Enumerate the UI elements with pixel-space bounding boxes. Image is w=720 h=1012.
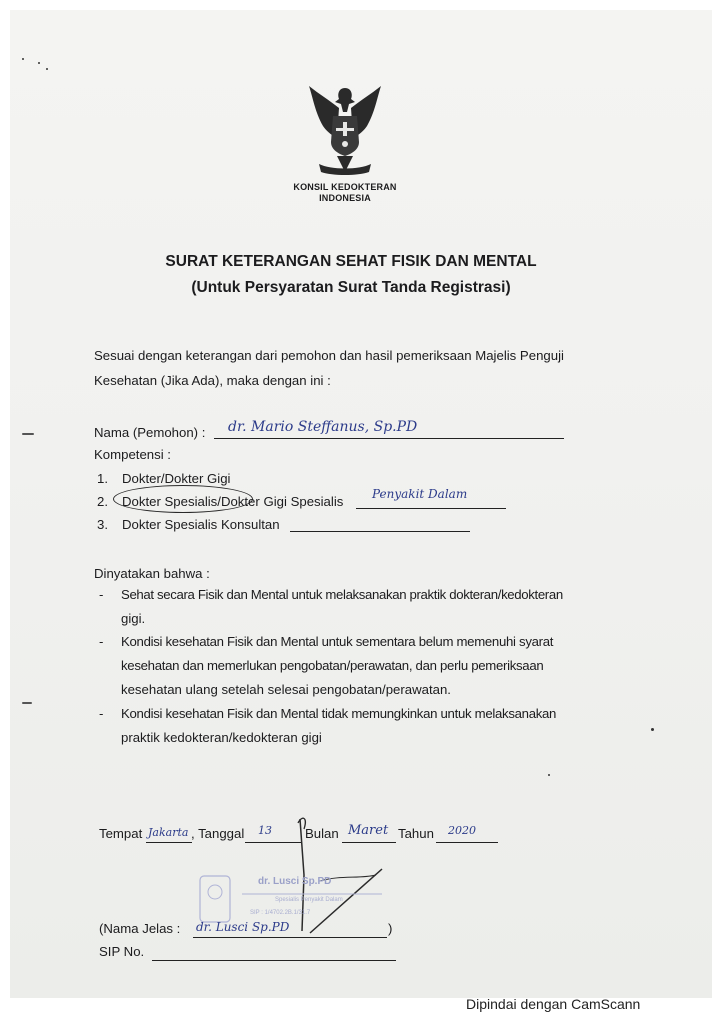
- garuda-emblem-icon: [305, 82, 385, 180]
- bulan-label: Bulan: [305, 826, 339, 841]
- applicant-value: dr. Mario Steffanus, Sp.PD: [228, 419, 418, 435]
- org-name-line2: INDONESIA: [319, 193, 371, 203]
- competence-3-underline: [290, 531, 470, 532]
- applicant-underline: [214, 438, 564, 439]
- scan-speck: [38, 62, 40, 64]
- competence-2-text: Dokter Spesialis/Dokter Gigi Spesialis: [122, 494, 344, 509]
- bullet-3-mark: -: [99, 706, 104, 721]
- scan-speck: [46, 68, 48, 70]
- tempat-value: Jakarta: [148, 826, 189, 839]
- bullet-3-line-1: Kondisi kesehatan Fisik dan Mental tidak memungkinkan untuk melaksanakan: [121, 706, 557, 721]
- tahun-label: Tahun: [398, 826, 434, 841]
- bullet-1-mark: -: [99, 587, 104, 602]
- statement-label: Dinyatakan bahwa :: [94, 566, 210, 581]
- bullet-2-mark: -: [99, 634, 104, 649]
- scan-speck: [22, 433, 34, 435]
- intro-line-1: Sesuai dengan keterangan dari pemohon dan hasil pemeriksaan Majelis Penguji: [94, 348, 564, 363]
- bullet-1-line-1: Sehat secara Fisik dan Mental untuk melaksanakan praktik dokteran/kedokteran: [121, 587, 563, 602]
- bullet-2-line-1: Kondisi kesehatan Fisik dan Mental untuk sementara belum memenuhi syarat: [121, 634, 554, 649]
- tahun-value: 2020: [448, 824, 476, 837]
- competence-2-num: 2.: [97, 494, 108, 509]
- name-label: (Nama Jelas :: [99, 921, 181, 936]
- document-title: SURAT KETERANGAN SEHAT FISIK DAN MENTAL: [165, 253, 537, 270]
- name-value: dr. Lusci Sp.PD: [196, 920, 290, 934]
- applicant-label: Nama (Pemohon) :: [94, 425, 206, 440]
- bullet-1-line-2: gigi.: [121, 611, 146, 626]
- bullet-2-line-3: kesehatan ulang setelah selesai pengobatan/perawatan.: [121, 682, 451, 697]
- competence-1-num: 1.: [97, 471, 108, 486]
- bulan-value: Maret: [348, 823, 389, 838]
- name-underline: [193, 937, 387, 938]
- name-close: ): [388, 921, 393, 936]
- competence-2-value: Penyakit Dalam: [372, 487, 468, 501]
- stamp-title: Spesialis Penyakit Dalam: [275, 897, 343, 903]
- bullet-3-line-2: praktik kedokteran/kedokteran gigi: [121, 730, 322, 745]
- scan-speck: [22, 58, 24, 60]
- scanner-watermark: Dipindai dengan CamScann: [466, 996, 641, 1012]
- competence-1-text: Dokter/Dokter Gigi: [122, 471, 231, 486]
- competence-3-text: Dokter Spesialis Konsultan: [122, 517, 280, 532]
- bullet-2-line-2: kesehatan dan memerlukan pengobatan/perawatan, dan perlu pemeriksaan: [121, 658, 544, 673]
- scan-speck: [22, 702, 32, 704]
- competence-2-underline: [356, 508, 506, 509]
- sip-label: SIP No.: [99, 944, 145, 959]
- tanggal-value: 13: [258, 824, 272, 837]
- sip-underline: [152, 960, 396, 961]
- document-subtitle: (Untuk Persyaratan Surat Tanda Registrasi): [191, 279, 511, 296]
- competence-label: Kompetensi :: [94, 447, 171, 462]
- stamp-name: dr. Lusci Sp.PD: [258, 876, 332, 887]
- scan-speck: [651, 728, 654, 731]
- tempat-label: Tempat: [99, 826, 143, 841]
- intro-line-2: Kesehatan (Jika Ada), maka dengan ini :: [94, 373, 331, 388]
- tempat-underline: [146, 842, 192, 843]
- org-name-line1: KONSIL KEDOKTERAN: [293, 182, 397, 192]
- scan-speck: [548, 774, 550, 776]
- stamp-sip: SIP : 1/4702.2B.1/31.7: [250, 910, 311, 916]
- tanggal-label: , Tanggal: [191, 826, 245, 841]
- competence-3-num: 3.: [97, 517, 108, 532]
- tahun-underline: [436, 842, 498, 843]
